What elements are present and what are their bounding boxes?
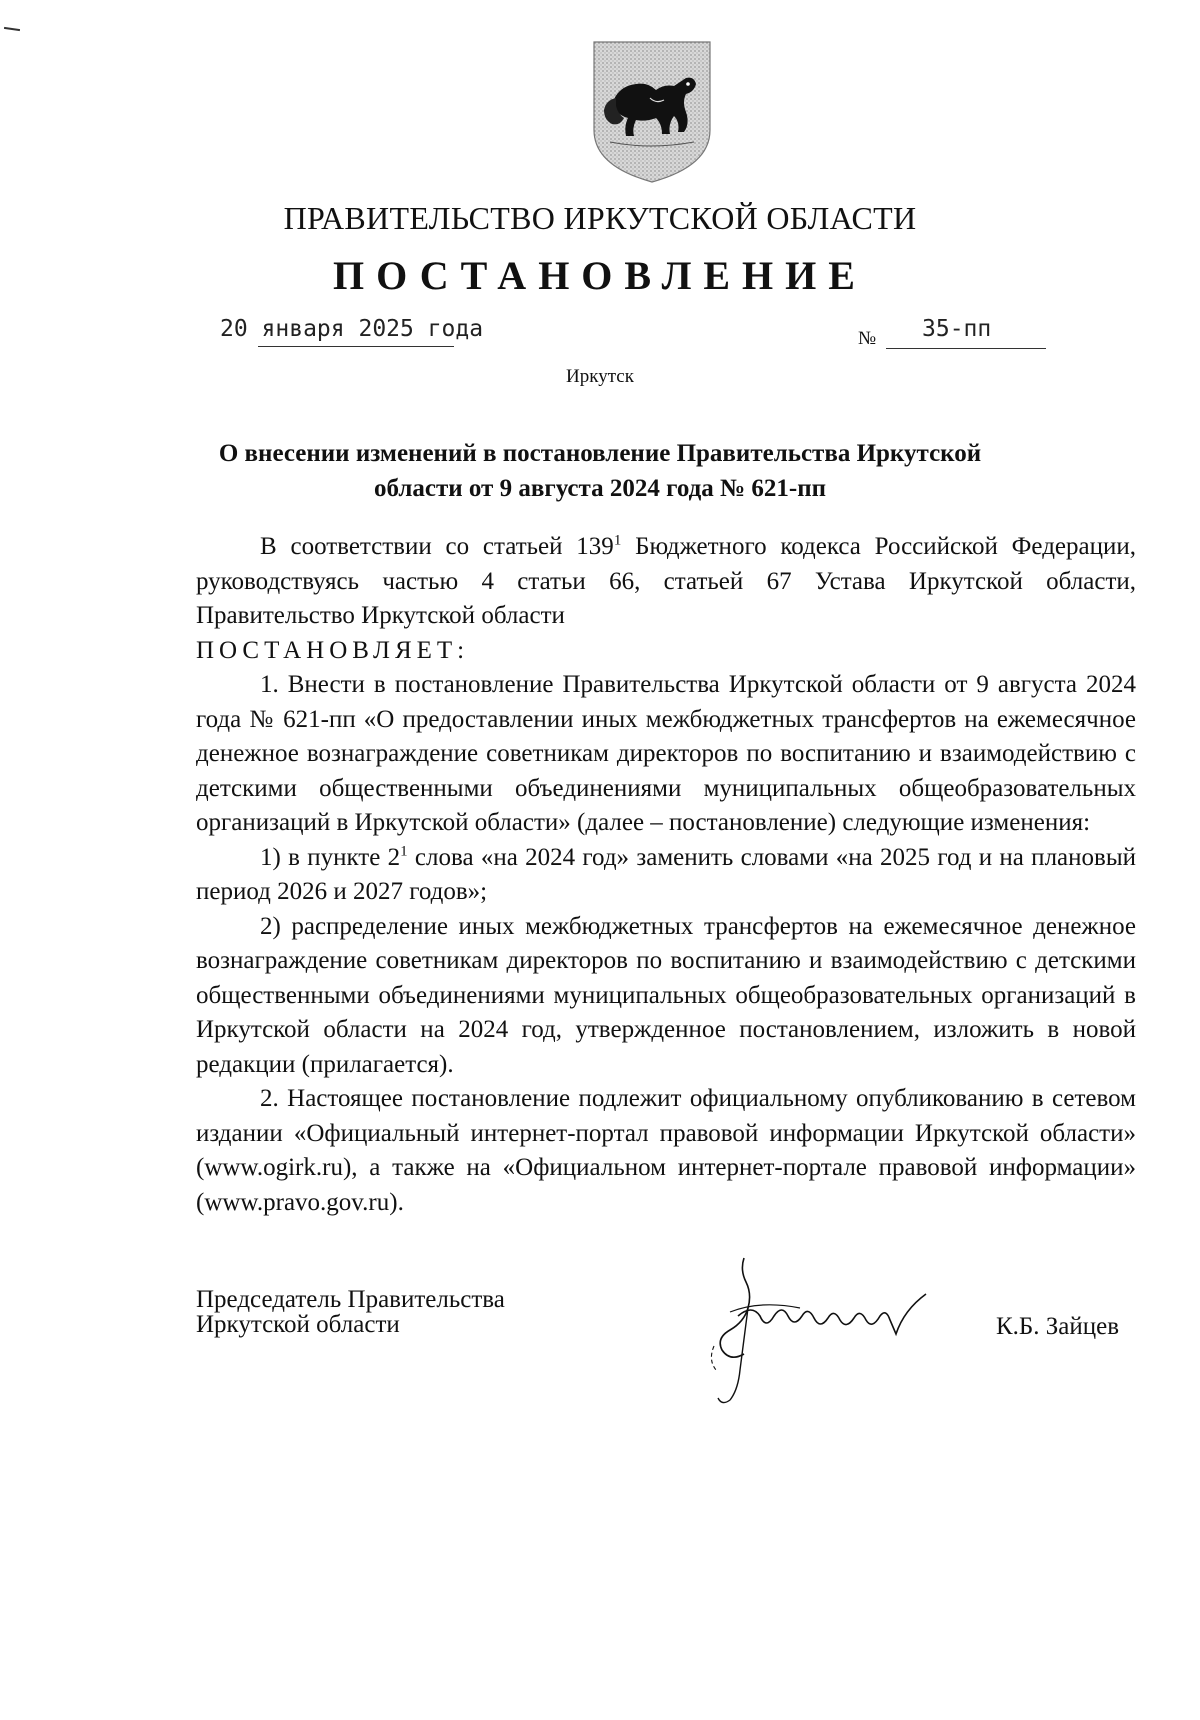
document-number: 35-пп (922, 316, 992, 342)
preamble-text-a: В соответствии со статьей 139 (260, 533, 614, 560)
item-1-1-superscript: 1 (400, 843, 408, 860)
document-subject (150, 436, 1050, 506)
item-2-paragraph: 2. Настоящее постановление подлежит официальному опубликованию в сетевом издании «Официальный интернет-портал правовой информации Иркутской области» (www.ogirk.ru), а также на «Официальном интернет-портале правовой информации» (www.pravo.gov.ru). (196, 1085, 1136, 1216)
date-underline (258, 346, 454, 347)
document-date: 20 января 2025 года (220, 316, 484, 342)
signatory-name: К.Б. Зайцев (996, 1313, 1120, 1340)
signatory-position (196, 1287, 505, 1337)
coat-of-arms-icon (590, 38, 714, 186)
item-1-1-text-b: слова «на 2024 год» заменить словами «на 2025 год и на плановый период 2026 и 2027 годов»; (196, 843, 1136, 905)
item-1-1-text-a: 1) в пункте 2 (260, 843, 401, 871)
item-1-2-paragraph: 2) распределение иных межбюджетных трансфертов на ежемесячное денежное вознаграждение советникам директоров по воспитанию и взаимодействию с детскими общественными объединениями муниципальных общеобразовательных организаций в Иркутской области на 2024 год, утвержденное постановлением, изложить в новой редакции (прилагается). (196, 912, 1136, 1078)
preamble-text-b: Бюджетного кодекса Российской Федерации, руководствуясь частью 4 статьи 66, статьей 67 Устава Иркутской области, Правительство Иркутской области (196, 533, 1136, 629)
number-sign: № (858, 328, 877, 349)
preamble-paragraph (196, 530, 1136, 634)
resolves-heading: ПОСТАНОВЛЯЕТ: (196, 636, 470, 664)
handwritten-signature-icon (700, 1250, 960, 1410)
government-title: ПРАВИТЕЛЬСТВО ИРКУТСКОЙ ОБЛАСТИ (283, 200, 917, 236)
scan-mark (4, 27, 20, 31)
signatory-position-line-2: Иркутской области (196, 1311, 400, 1338)
signatory-position-line-1: Председатель Правительства (196, 1286, 505, 1313)
preamble-superscript: 1 (613, 532, 622, 549)
document-body (196, 530, 1136, 1220)
number-underline (886, 348, 1046, 349)
subject-line-1: О внесении изменений в постановление Правительства Иркутской (218, 440, 982, 467)
city: Иркутск (566, 366, 634, 387)
item-1-paragraph: 1. Внести в постановление Правительства Иркутской области от 9 августа 2024 года № 621-пп «О предоставлении иных межбюджетных трансфертов на ежемесячное денежное вознаграждение советникам директоров по воспитанию и взаимодействию с детскими общественными объединениями муниципальных общеобразовательных организаций в Иркутской области» (далее – постановление) следующие изменения: (196, 671, 1136, 836)
item-1-1-paragraph (196, 841, 1136, 910)
document-type-heading: ПОСТАНОВЛЕНИЕ (333, 253, 867, 298)
subject-line-2: области от 9 августа 2024 года № 621-пп (373, 475, 827, 502)
